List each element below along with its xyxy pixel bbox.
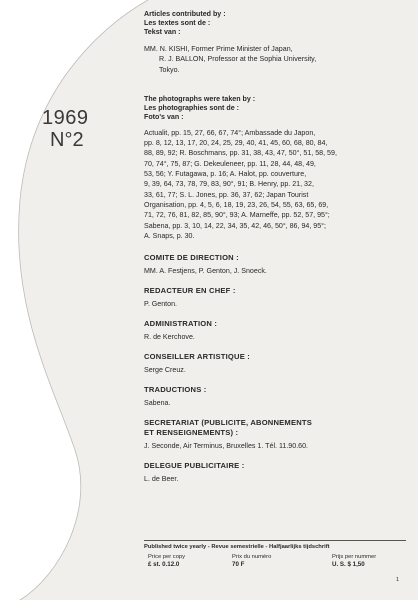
credit-line: 71, 72, 76, 81, 82, 85, 90°, 93; A. Marneffe, pp. 52, 57, 95°; bbox=[144, 211, 330, 220]
credit-line: A. Snaps, p. 30. bbox=[144, 231, 195, 240]
photo-credits bbox=[144, 128, 406, 241]
section-heading: REDACTEUR EN CHEF : bbox=[144, 286, 236, 296]
section-heading: CONSEILLER ARTISTIQUE : bbox=[144, 352, 250, 362]
section-redacteur bbox=[144, 286, 406, 309]
price-value: U. S. $ 1,50 bbox=[332, 561, 365, 568]
section-body: J. Seconde, Air Terminus, Bruxelles 1. Tél. 11.90.60. bbox=[144, 442, 309, 451]
credit-line: 88, 89, 92; R. Boschmans, pp. 31, 38, 43, 47, 50°, 51, 58, 59, bbox=[144, 149, 337, 158]
section-traductions bbox=[144, 385, 406, 408]
section-secretariat bbox=[144, 418, 406, 451]
price-label: Prijs per nummer bbox=[332, 554, 377, 560]
price-usd bbox=[332, 554, 376, 569]
photos-heading-nl: Foto's van : bbox=[144, 112, 184, 121]
section-heading: ADMINISTRATION : bbox=[144, 319, 218, 329]
section-body: Serge Creuz. bbox=[144, 366, 186, 375]
page-number: 1 bbox=[396, 577, 400, 583]
contributor-line: Tokyo. bbox=[159, 65, 180, 74]
price-value: £ st. 0.12.0 bbox=[148, 561, 180, 568]
section-heading: DELEGUE PUBLICITAIRE : bbox=[144, 461, 245, 471]
section-administration bbox=[144, 319, 406, 342]
photos-heading-en: The photographs were taken by : bbox=[144, 94, 256, 103]
section-heading: COMITE DE DIRECTION : bbox=[144, 253, 239, 263]
issue-number: N°2 bbox=[50, 129, 84, 151]
credit-line: 9, 39, 64, 73, 78, 79, 83, 90°, 91; B. Henry, pp. 21, 32, bbox=[144, 180, 314, 189]
section-heading: TRADUCTIONS : bbox=[144, 385, 207, 395]
price-label: Price per copy bbox=[148, 554, 186, 560]
credit-line: Organisation, pp. 4, 5, 6, 18, 19, 23, 26, 54, 55, 63, 65, 69, bbox=[144, 200, 329, 209]
contributors-block bbox=[144, 10, 406, 75]
section-delegue bbox=[144, 461, 406, 484]
price-bef bbox=[232, 554, 271, 569]
section-heading: SECRETARIAT (PUBLICITE, ABONNEMENTS bbox=[144, 418, 313, 428]
price-label: Prix du numéro bbox=[232, 554, 272, 560]
issue-label bbox=[42, 107, 89, 151]
publication-frequency: Published twice yearly - Revue semestrielle - Halfjaarlijks tijdschrift bbox=[144, 544, 330, 550]
credit-line: 33, 61, 77; S. L. Jones, pp. 36, 37, 62; Japan Tourist bbox=[144, 190, 309, 199]
credit-line: pp. 8, 12, 13, 17, 20, 24, 25, 29, 40, 41, 45, 60, 68, 80, 84, bbox=[144, 139, 328, 148]
contributors-heading-en: Articles contributed by : bbox=[144, 10, 226, 18]
credit-line: 70, 74°, 75, 87; G. Dekeuleneer, pp. 11, 28, 44, 48, 49, bbox=[144, 159, 316, 168]
masthead-content bbox=[144, 10, 406, 484]
contributor-line: MM. N. KISHI, Former Prime Minister of Japan, bbox=[144, 45, 293, 53]
credit-line: 53, 56; Y. Futagawa, p. 16; A. Halot, pp. couverture, bbox=[144, 170, 307, 179]
section-body: L. de Beer. bbox=[144, 475, 179, 484]
credit-line: Sabena, pp. 3, 10, 14, 22, 34, 35, 42, 46, 50°, 86, 94, 95°; bbox=[144, 221, 326, 230]
footer-divider bbox=[144, 540, 406, 541]
section-body: P. Genton. bbox=[144, 300, 177, 309]
section-body: R. de Kerchove. bbox=[144, 333, 195, 342]
section-body: MM. A. Festjens, P. Genton, J. Snoeck. bbox=[144, 267, 267, 276]
contributors-heading-nl: Tekst van : bbox=[144, 28, 181, 36]
contributors-heading-fr: Les textes sont de : bbox=[144, 19, 211, 27]
photos-block bbox=[144, 95, 406, 241]
section-heading-cont: ET RENSEIGNEMENTS) : bbox=[144, 428, 239, 438]
issue-year: 1969 bbox=[42, 107, 89, 129]
credit-line: Actualit, pp. 15, 27, 66, 67, 74°; Ambassade du Japon, bbox=[144, 128, 316, 137]
contributor-line: R. J. BALLON, Professor at the Sophia University, bbox=[159, 55, 317, 64]
section-conseiller bbox=[144, 352, 406, 375]
photos-heading-fr: Les photographies sont de : bbox=[144, 103, 239, 112]
section-comite bbox=[144, 253, 406, 276]
price-gbp bbox=[148, 554, 185, 569]
price-value: 70 F bbox=[232, 561, 245, 568]
section-body: Sabena. bbox=[144, 399, 171, 408]
